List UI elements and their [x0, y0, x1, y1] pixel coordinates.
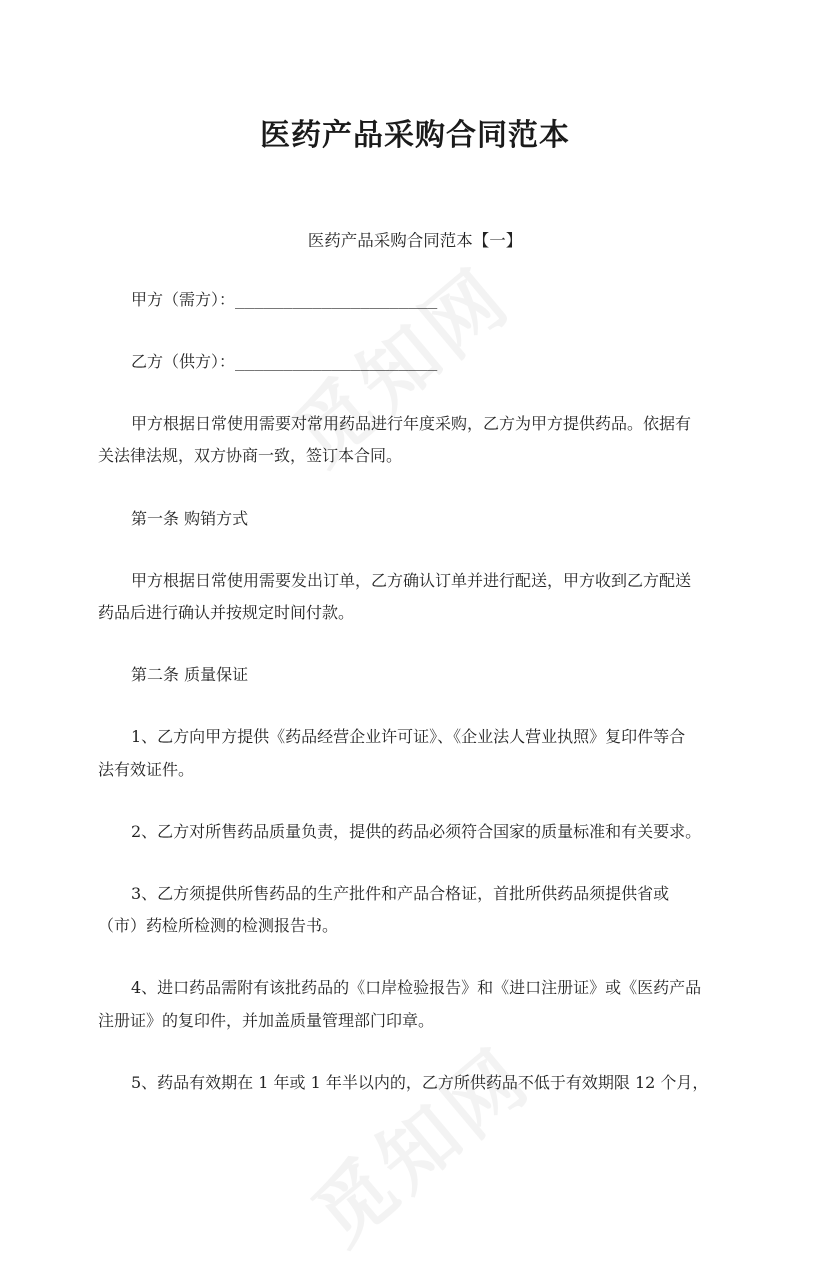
article1-body-line-2: 药品后进行确认并按规定时间付款。: [98, 603, 355, 622]
party-a-blank: _____________________: [235, 290, 438, 309]
article2-item1-line-2: 法有效证件。: [98, 760, 195, 779]
party-a-line: [98, 283, 771, 316]
intro-line-1: 甲方根据日常使用需要对常用药品进行年度采购，乙方为甲方提供药品。依据有: [131, 414, 692, 433]
article1-heading: 第一条 购销方式: [131, 509, 249, 528]
intro-line-2: 关法律法规，双方协商一致，签订本合同。: [98, 446, 403, 465]
party-a-label: 甲方（需方）：: [131, 290, 236, 309]
article2-item4-line-2: 注册证》的复印件，并加盖质量管理部门印章。: [98, 1011, 435, 1030]
watermark-bottom: [285, 1013, 574, 1287]
article1-body-line-1: 甲方根据日常使用需要发出订单，乙方确认订单并进行配送，甲方收到乙方配送: [131, 571, 692, 590]
article2-item5-line-1: 5、药品有效期在 1 年或 1 年半以内的，乙方所供药品不低于有效期限 12 个月，: [131, 1073, 709, 1092]
party-b-label: 乙方（供方）：: [131, 352, 236, 371]
article2-item3-line-1: 3、乙方须提供所售药品的生产批件和产品合格证，首批所供药品须提供省或: [131, 884, 670, 903]
article2-item4-line-1: 4、进口药品需附有该批药品的《口岸检验报告》和《进口注册证》或《医药产品: [131, 978, 702, 997]
article2-item2-line-1: 2、乙方对所售药品质量负责，提供的药品必须符合国家的质量标准和有关要求。: [131, 822, 702, 841]
article2-heading: 第二条 质量保证: [131, 665, 249, 684]
document-title: 医药产品采购合同范本: [260, 118, 570, 153]
party-b-line: [98, 345, 771, 378]
document-subtitle: 医药产品采购合同范本【一】: [307, 231, 523, 250]
article2-item1-line-1: 1、乙方向甲方提供《药品经营企业许可证》、《企业法人营业执照》复印件等合: [131, 727, 686, 746]
article2-item3-line-2: （市）药检所检测的检测报告书。: [98, 916, 339, 935]
party-b-blank: _____________________: [235, 352, 438, 371]
